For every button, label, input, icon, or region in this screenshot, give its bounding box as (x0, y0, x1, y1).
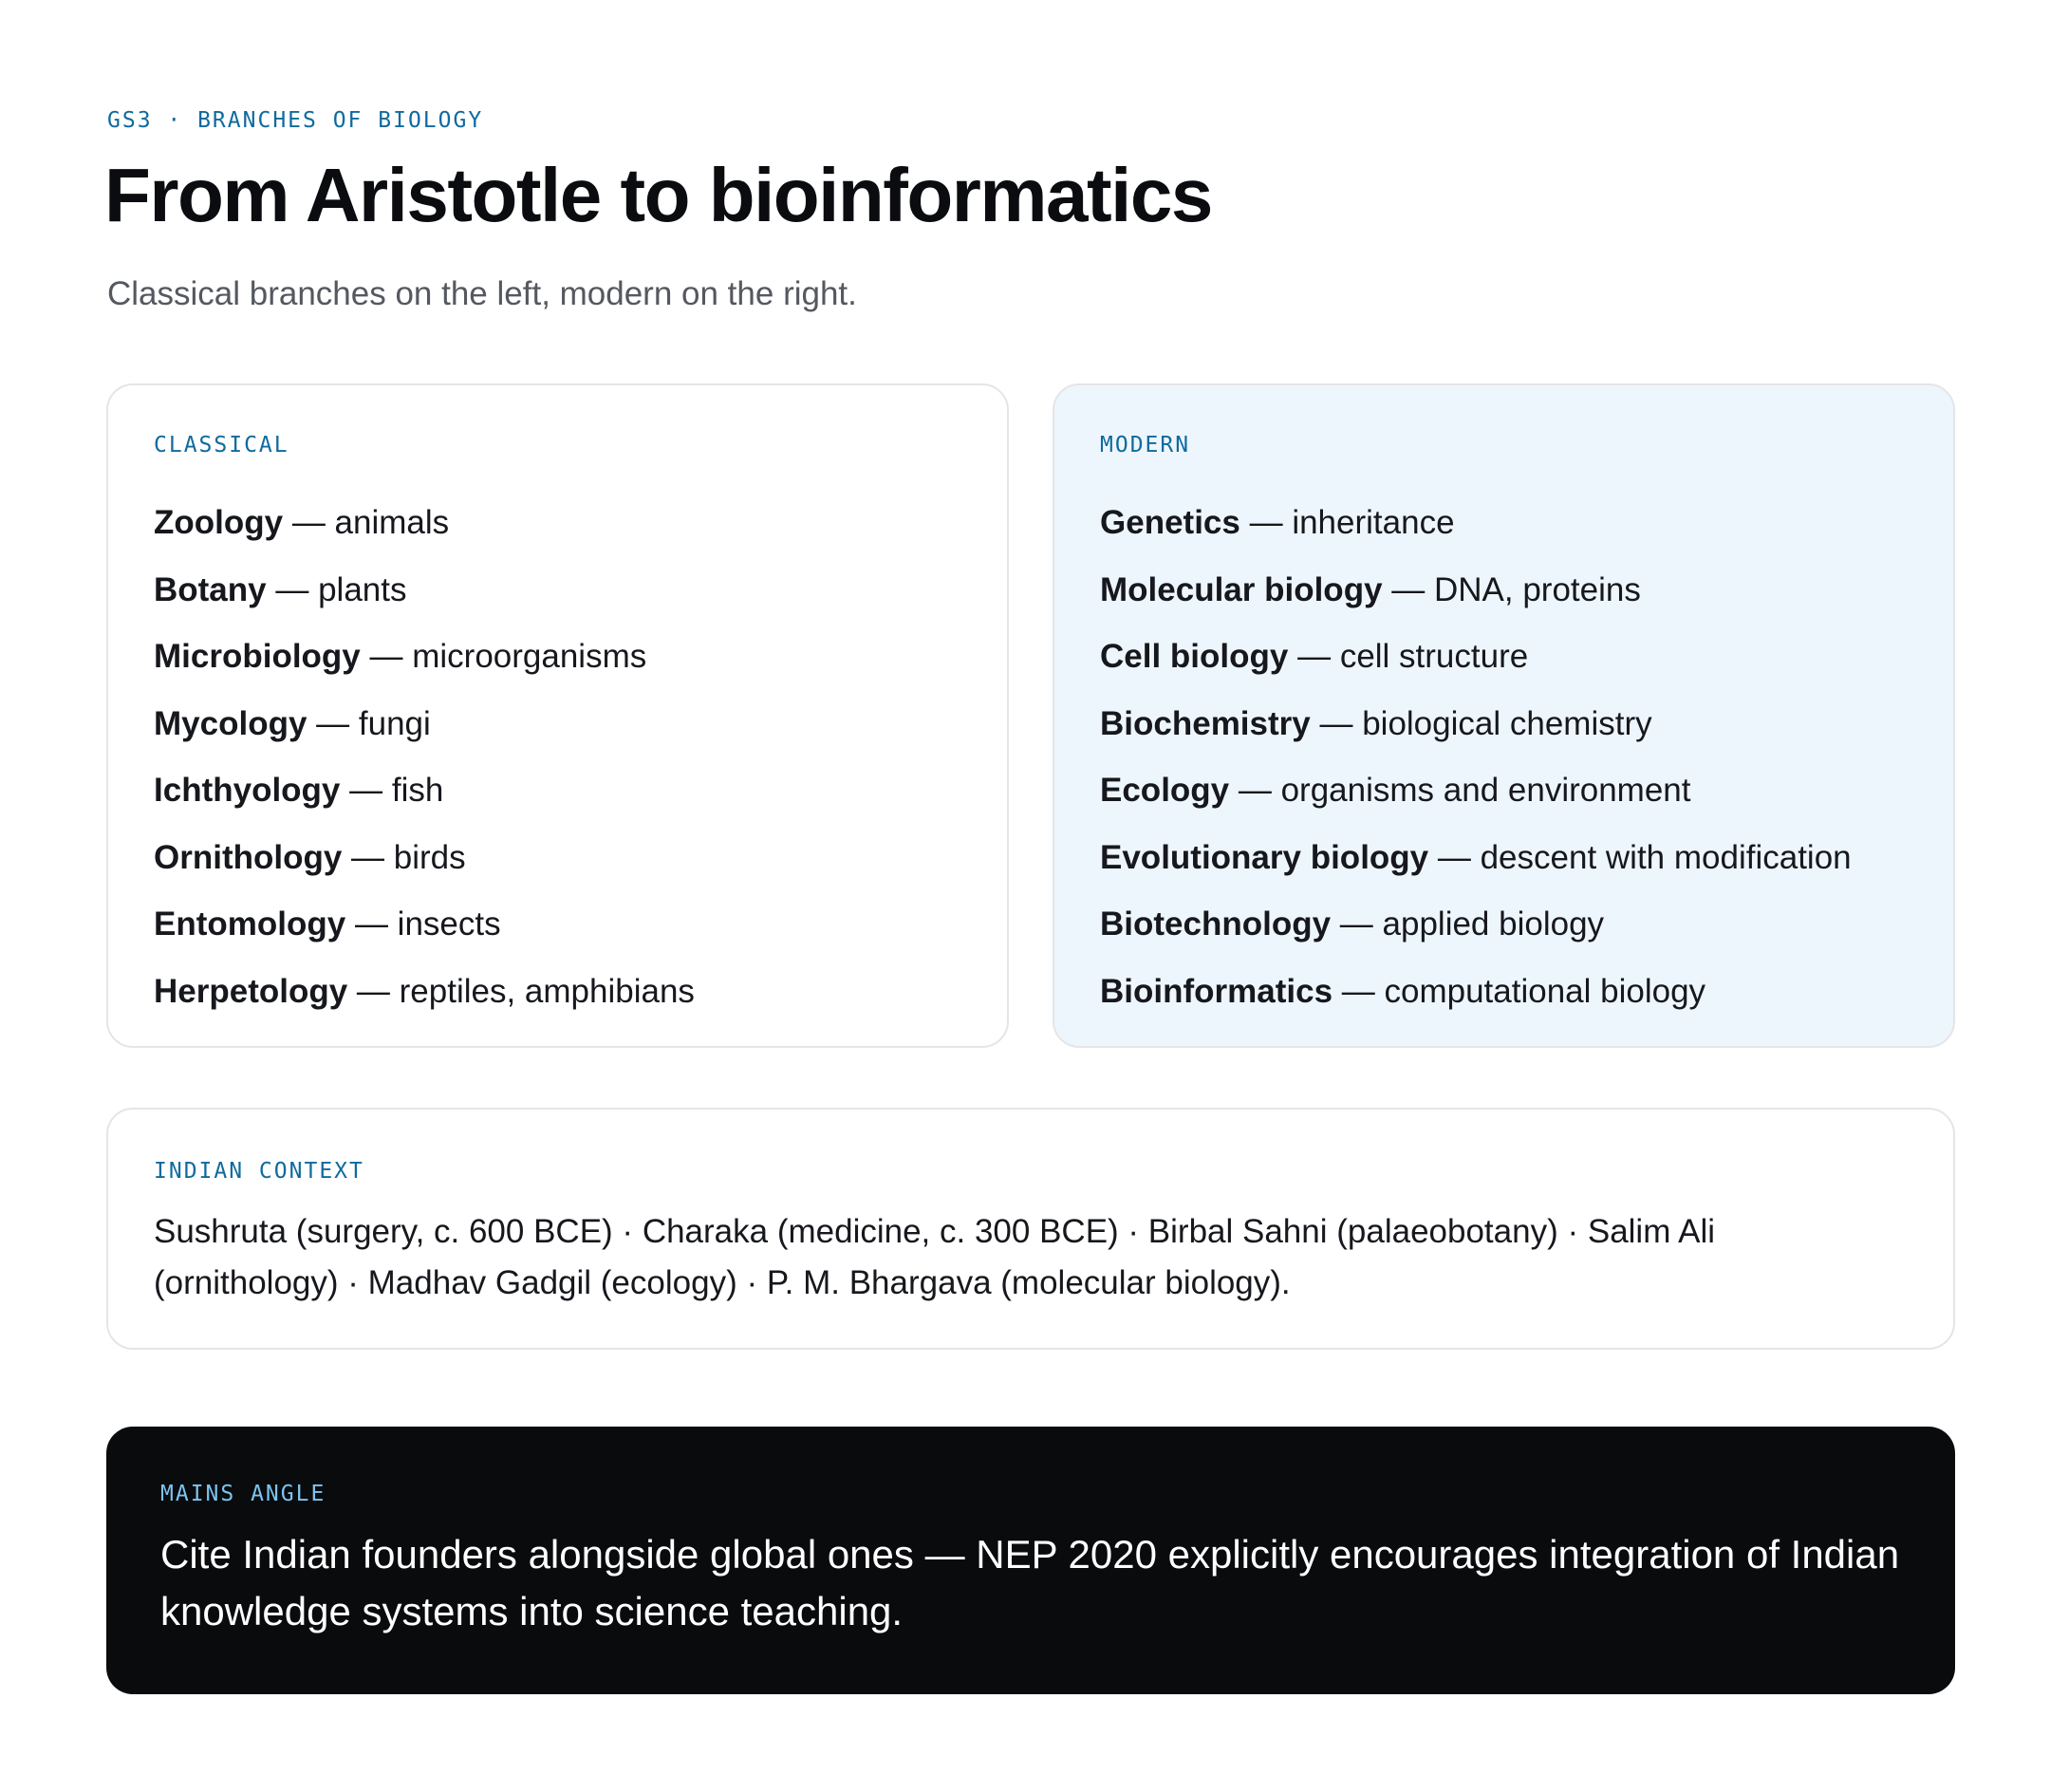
separator: — (283, 504, 335, 541)
separator: — (340, 772, 392, 809)
branch-desc: fungi (358, 704, 431, 742)
branch-term: Entomology (154, 905, 346, 943)
list-item (154, 891, 695, 959)
branch-desc: computational biology (1384, 972, 1706, 1010)
mains-angle-callout (106, 1427, 1955, 1694)
separator: — (1428, 838, 1481, 876)
separator: — (1382, 570, 1434, 608)
branch-term: Ichthyology (154, 772, 341, 809)
branch-term: Ornithology (154, 838, 343, 876)
list-item (1100, 891, 1852, 959)
list-item (154, 825, 695, 892)
list-item (154, 557, 695, 625)
list-item (1100, 757, 1852, 825)
branch-term: Mycology (154, 704, 308, 742)
list-item (1100, 490, 1852, 557)
branch-term: Ecology (1100, 772, 1230, 809)
classical-label: CLASSICAL (154, 433, 289, 457)
branch-desc: applied biology (1382, 905, 1605, 943)
branch-term: Biotechnology (1100, 905, 1332, 943)
branch-desc: insects (397, 905, 501, 943)
branch-term: Evolutionary biology (1100, 838, 1429, 876)
separator: — (345, 905, 398, 943)
branch-desc: inheritance (1292, 504, 1455, 541)
branch-term: Herpetology (154, 972, 348, 1010)
branch-desc: biological chemistry (1362, 704, 1652, 742)
classical-list (154, 490, 695, 1025)
list-item (1100, 557, 1852, 625)
separator: — (1310, 704, 1363, 742)
branch-term: Cell biology (1100, 638, 1289, 675)
branch-term: Zoology (154, 504, 284, 541)
classical-card (106, 383, 1009, 1048)
separator: — (1332, 972, 1385, 1010)
branch-desc: microorganisms (412, 638, 647, 675)
branch-desc: birds (393, 838, 466, 876)
indian-context-card (106, 1108, 1955, 1350)
list-item (154, 490, 695, 557)
branch-desc: reptiles, amphibians (399, 972, 695, 1010)
separator: — (307, 704, 359, 742)
mains-angle-text: Cite Indian founders alongside global ones — NEP 2020 explicitly encourages integration of Indian knowledge systems into science teaching. (160, 1532, 1900, 1633)
indian-context-label: INDIAN CONTEXT (154, 1159, 364, 1184)
separator: — (360, 638, 413, 675)
branch-term: Genetics (1100, 504, 1240, 541)
list-item (1100, 691, 1852, 758)
branch-desc: DNA, proteins (1434, 570, 1641, 608)
separator: — (1239, 504, 1293, 541)
separator: — (1331, 905, 1383, 943)
separator: — (347, 972, 400, 1010)
list-item (154, 691, 695, 758)
modern-list (1100, 490, 1852, 1025)
page-subtitle: Classical branches on the left, modern on the right. (107, 275, 857, 312)
mains-angle-label: MAINS ANGLE (160, 1482, 326, 1506)
indian-context-text: Sushruta (surgery, c. 600 BCE) · Charaka (medicine, c. 300 BCE) · Birbal Sahni (palaeobotany) · Salim Ali (ornithology) · Madhav Gadgil (ecology) · P. M. Bhargava (molecular biology). (154, 1213, 1716, 1301)
branch-desc: plants (318, 570, 407, 608)
section-eyebrow: GS3 · BRANCHES OF BIOLOGY (107, 108, 484, 133)
separator: — (266, 570, 319, 608)
branch-term: Botany (154, 570, 267, 608)
branch-desc: organisms and environment (1280, 772, 1691, 809)
page-title: From Aristotle to bioinformatics (104, 153, 1212, 237)
branch-desc: descent with modification (1480, 838, 1852, 876)
modern-card (1053, 383, 1955, 1048)
separator: — (1229, 772, 1281, 809)
branch-desc: cell structure (1339, 638, 1529, 675)
branch-term: Bioinformatics (1100, 972, 1333, 1010)
list-item (1100, 624, 1852, 691)
branch-term: Molecular biology (1100, 570, 1383, 608)
branch-term: Microbiology (154, 638, 361, 675)
separator: — (342, 838, 394, 876)
list-item (154, 757, 695, 825)
branch-term: Biochemistry (1100, 704, 1311, 742)
list-item (154, 959, 695, 1026)
list-item (154, 624, 695, 691)
modern-label: MODERN (1100, 433, 1191, 457)
separator: — (1288, 638, 1340, 675)
list-item (1100, 959, 1852, 1026)
branch-desc: fish (391, 772, 444, 809)
list-item (1100, 825, 1852, 892)
branch-desc: animals (334, 504, 450, 541)
